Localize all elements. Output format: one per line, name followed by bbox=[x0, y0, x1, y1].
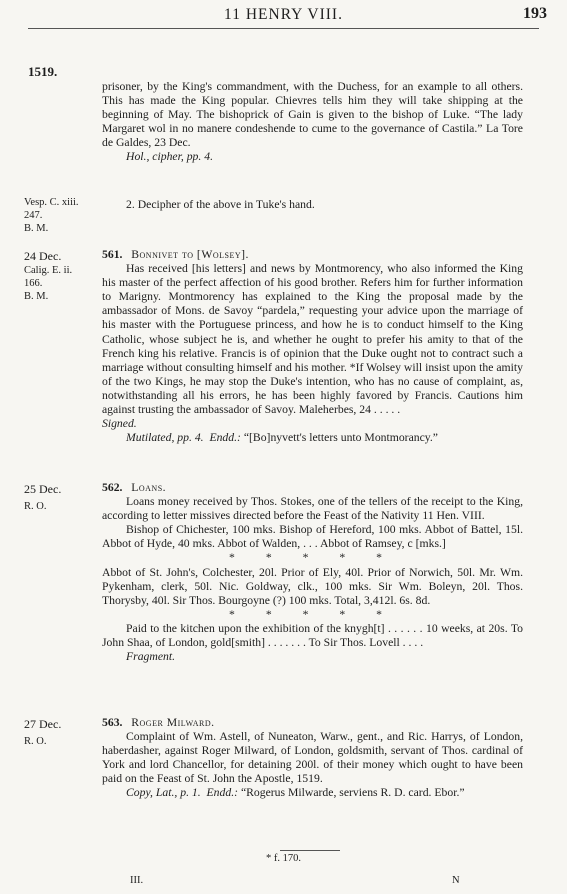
entry-561-date: 24 Dec. bbox=[24, 249, 62, 263]
entry-563-endd-text: “Rogerus Milwarde, serviens R. D. card. Ebor.” bbox=[240, 786, 465, 800]
entry-562-margin-ref: R. O. bbox=[24, 501, 47, 512]
entry-561-margin-ref: Calig. E. ii. 166. B. M. bbox=[24, 265, 73, 302]
entry-continuation bbox=[102, 80, 523, 165]
entry-562-title: Loans. bbox=[131, 481, 167, 494]
entry-563-number: 563. bbox=[102, 716, 123, 729]
running-head: 11 HENRY VIII. bbox=[224, 6, 343, 23]
entry-561-endd-label: Endd.: bbox=[209, 431, 241, 445]
entry-563-text: Complaint of Wm. Astell, of Nuneaton, Warw., gent., and Ric. Harrys, of London, haberdasher, against Roger Milward, of London, goldsmith, servant of Thos. cardinal of York and lord Chancellor, for detaining 200l. of their money which ought to have been paid on the Feast of St. John the Apostle, 1519. bbox=[102, 730, 523, 786]
entry-561-signed: Signed. bbox=[102, 417, 137, 431]
entry-562-number: 562. bbox=[102, 481, 123, 494]
entry-563-title: Roger Milward. bbox=[131, 716, 215, 729]
entry-561-number: 561. bbox=[102, 248, 123, 261]
entry-continuation-note: Hol., cipher, pp. 4. bbox=[126, 150, 213, 164]
entry-561-endd-text: “[Bo]nyvett's letters unto Montmorancy.” bbox=[243, 431, 438, 445]
entry-561-text: Has received [his letters] and news by Montmorency, who also informed the King his master of the perfect affection of his good brother. Refers him for further information to Marigny. Montmorency has explained to the King the proposal made by the ambassador of Mons. de Savoy “pardela,” requesting your advice upon the marriage of his master with the Portuguese princess, and how he is to conduct himself to the King Catholic, whose subject he is, and whether he ought to prefer his amity to that of the French king his relative. Francis is of opinion that the Duke ought not to contract such a marriage without consulting himself and his mother. *If Wolsey will insist upon the amity of the two Kings, he may stop the Duke's intention, who has no cause of complaint, as, notwithstanding all his errors, he has been highly favored by Francis. Cautions him against trusting the ambassador of Savoy. Maleherbes, 24 . . . . . bbox=[102, 262, 523, 417]
entry-563-note: Copy, Lat., p. 1. bbox=[126, 786, 201, 800]
entry-562-stars-1: * * * * * bbox=[229, 551, 396, 565]
entry-563-margin-ref: R. O. bbox=[24, 736, 47, 747]
signature-left: III. bbox=[130, 875, 144, 886]
decipher-text: 2. Decipher of the above in Tuke's hand. bbox=[126, 198, 315, 211]
footnote: * f. 170. bbox=[266, 853, 301, 864]
entry-562-stars-2: * * * * * bbox=[229, 607, 396, 621]
entry-continuation-text: prisoner, by the King's commandment, with the Duchess, for an example to all others. This has made the King popular. Chievres tells him they will take shipping at the beginning of May. The bishoprick of Gain is given to the bishop of Luke. “The lady Margaret wol in no manere condeshende to cume to the governance of Castila.” La Tore de Galdes, 23 Dec. bbox=[102, 80, 523, 150]
page-number: 193 bbox=[523, 5, 547, 22]
entry-562-text-intro: Loans money received by Thos. Stokes, one of the tellers of the receipt to the King, according to letter missives directed before the Feast of the Nativity 11 Hen. VIII. bbox=[102, 495, 523, 523]
entry-562-note: Fragment. bbox=[126, 650, 176, 664]
entry-562-text-payments: Paid to the kitchen upon the exhibition of the knygh[t] . . . . . . 10 weeks, at 20s. To John Shaa, of London, gold[smith] . . . . . . . To Sir Thos. Lovell . . . . bbox=[102, 621, 523, 650]
decipher-entry bbox=[102, 198, 523, 212]
entry-563-date: 27 Dec. bbox=[24, 717, 62, 731]
entry-562-date: 25 Dec. bbox=[24, 482, 62, 496]
footnote-rule bbox=[280, 850, 340, 851]
header-rule bbox=[28, 28, 539, 29]
entry-562-text-list-2: Abbot of St. John's, Colchester, 20l. Prior of Ely, 40l. Prior of Norwich, 50l. Mr. Wm. Pykenham, clerk, 50l. Nic. Goldway, clk., 100 mks. Sir Wm. Boleyn, 20l. Thos. Thorysby, 40l. Sir Thos. Bourgoyne (?) 100 mks. Total, 3,412l. 6s. 8d. bbox=[102, 565, 523, 607]
signature-right: N bbox=[452, 875, 460, 886]
entry-561 bbox=[102, 248, 523, 445]
entry-561-note: Mutilated, pp. 4. bbox=[126, 431, 204, 445]
entry-562 bbox=[102, 481, 523, 664]
entry-562-text-list-1: Bishop of Chichester, 100 mks. Bishop of Hereford, 100 mks. Abbot of Battel, 15l. Abbot of Hyde, 40 mks. Abbot of Walden, . . . Abbot of Ramsey, c [mks.] bbox=[102, 523, 523, 551]
year-label: 1519. bbox=[28, 64, 58, 79]
entry-561-title: Bonnivet to [Wolsey]. bbox=[131, 248, 249, 261]
entry-563-endd-label: Endd.: bbox=[206, 786, 239, 800]
decipher-margin-ref: Vesp. C. xiii. 247. B. M. bbox=[24, 197, 79, 234]
entry-563 bbox=[102, 716, 523, 801]
